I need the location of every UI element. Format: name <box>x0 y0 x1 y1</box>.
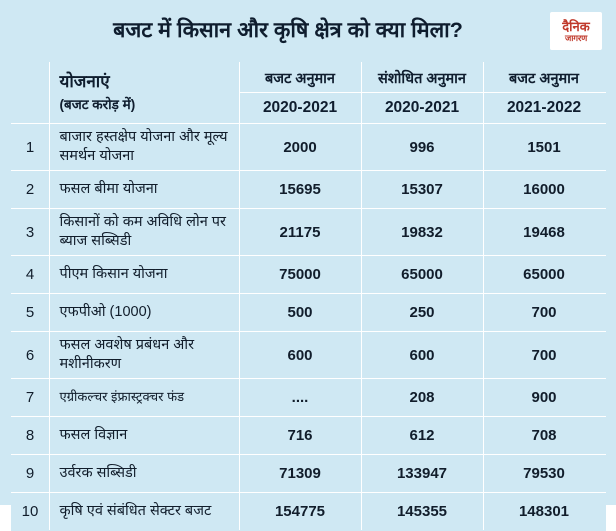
row-serial: 10 <box>11 493 49 531</box>
row-scheme-name: उर्वरक सब्सिडी <box>49 455 239 493</box>
row-serial: 9 <box>11 455 49 493</box>
row-scheme-name: कृषि एवं संबंधित सेक्टर बजट <box>49 493 239 531</box>
table-row <box>11 493 605 531</box>
header-col1-year: 2020-2021 <box>239 93 361 124</box>
table-row <box>11 455 605 493</box>
table-row <box>11 417 605 455</box>
page-title: बजट में किसान और कृषि क्षेत्र को क्या मिला? <box>113 18 463 43</box>
row-serial: 7 <box>11 379 49 417</box>
row-value-col2: 15307 <box>361 171 483 209</box>
row-value-col2: 145355 <box>361 493 483 531</box>
row-serial: 8 <box>11 417 49 455</box>
publisher-logo <box>550 12 602 50</box>
logo-top-text: दैनिक <box>562 18 590 34</box>
table-row <box>11 171 605 209</box>
row-value-col1: .... <box>239 379 361 417</box>
table-row <box>11 124 605 171</box>
table-body <box>11 124 605 531</box>
row-value-col2: 612 <box>361 417 483 455</box>
row-value-col1: 21175 <box>239 209 361 256</box>
header-col3-year: 2021-2022 <box>483 93 605 124</box>
budget-table <box>11 62 606 531</box>
row-value-col1: 2000 <box>239 124 361 171</box>
header-scheme-label: योजनाएं <box>59 72 110 92</box>
row-value-col3: 700 <box>483 332 605 379</box>
row-scheme-name: एग्रीकल्चर इंफ्रास्ट्रक्चर फंड <box>49 379 239 417</box>
table-row <box>11 379 605 417</box>
row-scheme-name: पीएम किसान योजना <box>49 256 239 294</box>
table-row <box>11 332 605 379</box>
row-value-col3: 79530 <box>483 455 605 493</box>
row-value-col2: 208 <box>361 379 483 417</box>
row-serial: 2 <box>11 171 49 209</box>
logo-bottom-text: जागरण <box>564 32 588 43</box>
row-value-col3: 148301 <box>483 493 605 531</box>
row-value-col2: 133947 <box>361 455 483 493</box>
header-scheme <box>49 63 239 124</box>
row-value-col2: 19832 <box>361 209 483 256</box>
row-value-col1: 154775 <box>239 493 361 531</box>
row-value-col3: 900 <box>483 379 605 417</box>
header-col3-label: बजट अनुमान <box>483 63 605 93</box>
table-row <box>11 256 605 294</box>
row-serial: 6 <box>11 332 49 379</box>
row-scheme-name: बाजार हस्तक्षेप योजना और मूल्य समर्थन योजना <box>49 124 239 171</box>
row-value-col3: 16000 <box>483 171 605 209</box>
row-value-col2: 65000 <box>361 256 483 294</box>
row-scheme-name: फसल बीमा योजना <box>49 171 239 209</box>
row-value-col1: 75000 <box>239 256 361 294</box>
header-col1-label: बजट अनुमान <box>239 63 361 93</box>
row-value-col3: 19468 <box>483 209 605 256</box>
row-value-col1: 15695 <box>239 171 361 209</box>
row-value-col2: 600 <box>361 332 483 379</box>
row-value-col2: 996 <box>361 124 483 171</box>
row-scheme-name: किसानों को कम अविधि लोन पर ब्याज सब्सिडी <box>49 209 239 256</box>
header-serial-blank <box>11 63 49 124</box>
header-scheme-sublabel: (बजट करोड़ में) <box>59 97 136 113</box>
row-scheme-name: एफपीओ (1000) <box>49 294 239 332</box>
table-row <box>11 294 605 332</box>
row-scheme-name: फसल अवशेष प्रबंधन और मशीनीकरण <box>49 332 239 379</box>
row-value-col3: 700 <box>483 294 605 332</box>
row-value-col3: 708 <box>483 417 605 455</box>
row-value-col3: 65000 <box>483 256 605 294</box>
table-header <box>11 63 605 124</box>
row-value-col1: 716 <box>239 417 361 455</box>
row-scheme-name: फसल विज्ञान <box>49 417 239 455</box>
row-serial: 4 <box>11 256 49 294</box>
header-col2-label: संशोधित अनुमान <box>361 63 483 93</box>
table-row <box>11 209 605 256</box>
row-value-col2: 250 <box>361 294 483 332</box>
row-serial: 1 <box>11 124 49 171</box>
row-value-col1: 500 <box>239 294 361 332</box>
row-serial: 3 <box>11 209 49 256</box>
row-serial: 5 <box>11 294 49 332</box>
row-value-col3: 1501 <box>483 124 605 171</box>
row-value-col1: 600 <box>239 332 361 379</box>
header-col2-year: 2020-2021 <box>361 93 483 124</box>
row-value-col1: 71309 <box>239 455 361 493</box>
header <box>0 0 616 62</box>
